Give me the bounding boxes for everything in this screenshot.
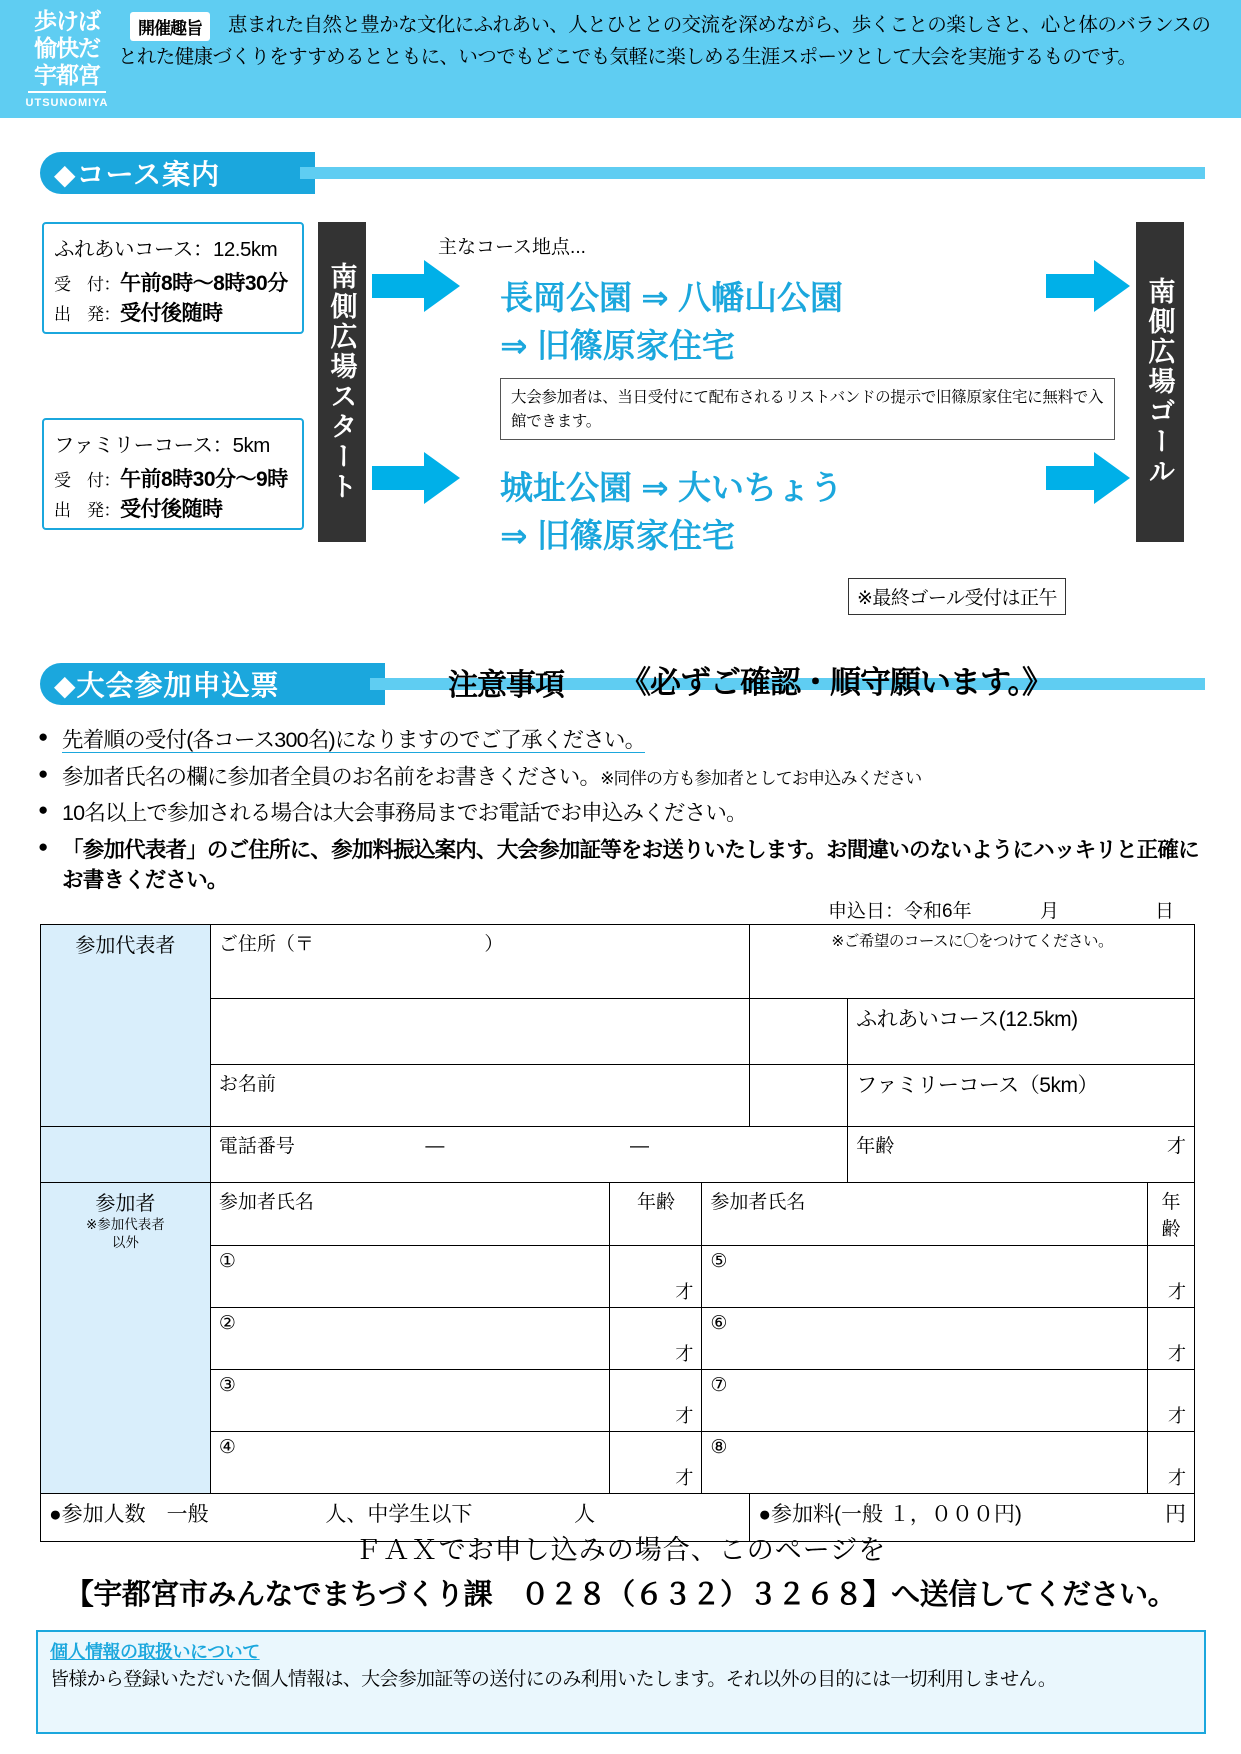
apply-date-day: 日: [1155, 901, 1175, 922]
start-point-text: 南側広場スタート: [326, 262, 357, 502]
age-unit: 才: [1168, 1344, 1186, 1364]
participant-age-input[interactable]: [1147, 1246, 1194, 1308]
age-unit: 才: [675, 1406, 694, 1426]
arrow-right-icon: [1046, 450, 1130, 506]
address-label-close: ）: [484, 934, 504, 955]
fax-instruction-line-2: 【宇都宮市みんなでまちづくり課 ０２８（６３２）３２６８】へ送信してください。: [64, 1579, 1177, 1611]
age-unit: 才: [675, 1282, 694, 1302]
course-title: ファミリーコース：5km: [54, 434, 270, 457]
bullet-text: 先着順の受付(各コース300名)になりますのでご了承ください。: [62, 728, 646, 752]
fee-unit: 円: [1165, 1503, 1186, 1526]
final-goal-note: [848, 578, 1066, 615]
participant-age-input[interactable]: [610, 1370, 702, 1432]
participant-age-input[interactable]: [610, 1432, 702, 1494]
bullet-text: 参加者氏名の欄に参加者全員のお名前をお書きください。: [62, 764, 601, 789]
list-item: [38, 798, 1213, 829]
row-number: ⑤: [710, 1251, 728, 1272]
course-start-value: 受付後随時: [120, 498, 223, 521]
goal-point-label: [1136, 222, 1184, 542]
tel-dash-1: —: [425, 1136, 445, 1157]
address-label: ご住所（〒: [218, 934, 314, 955]
name-label: お名前: [218, 1074, 276, 1095]
course-title: ふれあいコース：12.5km: [54, 238, 278, 261]
logo-line-3: 宇都宮: [34, 62, 100, 89]
course-reception-value: 午前8時〜8時30分: [120, 272, 288, 295]
course-reception-label: 受 付：: [54, 471, 120, 490]
course-box-family: [42, 418, 304, 530]
course-option-2-check[interactable]: [750, 1065, 848, 1127]
course-pick-note: ※ご希望のコースに〇をつけてください。: [831, 933, 1114, 950]
age-unit: 才: [1168, 1468, 1186, 1488]
tel-dash-2: —: [629, 1136, 649, 1157]
course-start-label: 出 発：: [54, 501, 120, 520]
address-input-cell[interactable]: [210, 925, 750, 999]
representative-label: 参加代表者: [75, 935, 176, 957]
logo-line-1: 歩けば: [34, 8, 100, 34]
row-number: ⑥: [710, 1313, 728, 1334]
participant-age-input[interactable]: [1147, 1308, 1194, 1370]
course-option-2-label: ファミリーコース（5km）: [856, 1074, 1098, 1097]
logo-line-2: 愉快だ: [34, 35, 100, 62]
attention-subtitle: 《必ずご確認・順守願います。》: [620, 665, 1053, 700]
col-header-name-right: [702, 1183, 1148, 1246]
course-points-line: ⇒ 旧篠原家住宅: [500, 517, 735, 554]
col-age-label: 年齢: [636, 1192, 675, 1213]
arrow-right-icon: [1046, 258, 1130, 314]
main-points-label: 主なコース地点...: [438, 237, 586, 258]
representative-label-cell-2: [41, 1127, 211, 1183]
course-option-1-label: ふれあいコース(12.5km): [856, 1008, 1078, 1031]
row-number: ③: [218, 1375, 236, 1396]
participants-label-cell: [41, 1183, 211, 1494]
age-unit: 才: [1168, 1282, 1186, 1302]
course-reception: [54, 267, 292, 297]
participant-name-input[interactable]: [210, 1308, 610, 1370]
age-unit: 才: [675, 1344, 694, 1364]
purpose-banner: [0, 0, 1241, 118]
start-point-label: [318, 222, 366, 542]
participant-name-input[interactable]: [210, 1370, 610, 1432]
bullet-text: 10名以上で参加される場合は大会事務局までお電話でお申込みください。: [62, 801, 747, 826]
application-section-heading-label: ◆大会参加申込票: [54, 670, 280, 701]
privacy-notice-title: 個人情報の取扱いについて: [50, 1642, 260, 1662]
participant-name-input[interactable]: [210, 1432, 610, 1494]
course-section-heading: [40, 152, 315, 194]
arrow-right-icon: [372, 450, 460, 506]
participant-age-input[interactable]: [1147, 1370, 1194, 1432]
participants-label: 参加者: [95, 1193, 156, 1215]
list-item: [38, 725, 1213, 756]
course-start-label: 出 発：: [54, 305, 120, 324]
age-unit: 才: [1166, 1136, 1186, 1157]
purpose-tag: 開催趣旨: [130, 12, 210, 41]
course-start: [54, 297, 292, 327]
course-box-fureai: [42, 222, 304, 334]
participant-age-input[interactable]: [610, 1308, 702, 1370]
bullet-text: 「参加代表者」のご住所に、参加料振込案内、大会参加証等をお送りいたします。お間違いのないようにハッキリと正確にお書きください。: [62, 837, 1199, 893]
course-section-heading-label: ◆コース案内: [54, 159, 221, 190]
col-name-label: 参加者氏名: [710, 1192, 806, 1213]
list-item: [38, 762, 1213, 793]
logo-subtitle: UTSUNOMIYA: [25, 97, 109, 110]
col-age-label: 年齢: [1161, 1192, 1181, 1240]
goal-point-text: 南側広場ゴール: [1144, 277, 1175, 487]
application-section-heading: [40, 663, 385, 705]
application-form-table[interactable]: [40, 924, 1195, 1542]
col-header-age-right: [1147, 1183, 1194, 1246]
final-goal-note-text: ※最終ゴール受付は正午: [857, 588, 1058, 609]
purpose-text: 恵まれた自然と豊かな文化にふれあい、人とひととの交流を深めながら、歩くことの楽しさと、心と体のバランスのとれた健康づくりをすすめるとともに、いつでもどこでも気軽に楽しめる生涯スポーツとして大会を実施するものです。: [118, 14, 1211, 68]
representative-age-cell[interactable]: [848, 1127, 1195, 1183]
count-unit-2: 人: [574, 1503, 596, 1526]
row-number: ①: [218, 1251, 236, 1272]
col-header-name-left: [210, 1183, 610, 1246]
age-unit: 才: [1168, 1406, 1186, 1426]
privacy-notice-body: 皆様から登録いただいた個人情報は、大会参加証等の送付にのみ利用いたします。それ以外の目的には一切利用しません。: [50, 1669, 1057, 1690]
course-option-2-label-cell: [848, 1065, 1195, 1127]
row-number: ⑧: [710, 1437, 728, 1458]
course-points-line: ⇒ 旧篠原家住宅: [500, 327, 735, 364]
participants-sub-1: ※参加代表者: [86, 1217, 165, 1232]
participant-name-input[interactable]: [702, 1308, 1148, 1370]
row-number: ⑦: [710, 1375, 728, 1396]
course-start-value: 受付後随時: [120, 302, 223, 325]
participant-name-input[interactable]: [702, 1432, 1148, 1494]
participants-sub-2: 以外: [111, 1234, 139, 1250]
course-points-line: 城址公園 ⇒ 大いちょう: [500, 469, 843, 506]
participant-name-input[interactable]: [702, 1370, 1148, 1432]
course-heading-tail: [300, 167, 1205, 179]
tel-label: 電話番号: [218, 1136, 295, 1157]
fax-instruction-line-1: ＦＡＸでお申し込みの場合、このページを: [354, 1535, 887, 1565]
wristband-note: [500, 378, 1115, 440]
course-reception: [54, 463, 292, 493]
course-option-1-label-cell: [848, 999, 1195, 1065]
bullet-sub-note: ※同伴の方も参加者としてお申込みください: [600, 768, 922, 788]
course-reception-value: 午前8時30分〜9時: [120, 468, 288, 491]
list-item: [38, 835, 1213, 896]
course-points-line: 長岡公園 ⇒ 八幡山公園: [500, 279, 843, 316]
apply-date-month: 月: [1040, 901, 1060, 922]
arrow-right-icon: [372, 258, 460, 314]
participant-name-input[interactable]: [702, 1246, 1148, 1308]
count-label: ●参加人数 一般: [49, 1503, 209, 1526]
age-label: 年齢: [856, 1136, 895, 1157]
course-option-1-check[interactable]: [750, 999, 848, 1065]
address-input-cell-2[interactable]: [210, 999, 750, 1065]
privacy-notice: [36, 1630, 1206, 1734]
col-name-label: 参加者氏名: [218, 1192, 314, 1213]
course-pick-note-cell: [750, 925, 1195, 999]
attention-bullet-list: [38, 725, 1213, 902]
representative-label-cell: [41, 925, 211, 1127]
age-unit: 才: [675, 1468, 694, 1488]
name-input-cell[interactable]: [210, 1065, 750, 1127]
course-reception-label: 受 付：: [54, 275, 120, 294]
tel-input-cell[interactable]: [210, 1127, 847, 1183]
col-header-age-left: [610, 1183, 702, 1246]
apply-date-label: 申込日：令和6年: [828, 901, 972, 922]
count-unit-1: 人、中学生以下: [325, 1503, 473, 1526]
wristband-note-text: 大会参加者は、当日受付にて配布されるリストバンドの提示で旧篠原家住宅に無料で入館できます。: [511, 389, 1104, 431]
participant-age-input[interactable]: [1147, 1432, 1194, 1494]
row-number: ②: [218, 1313, 236, 1334]
logo-divider: [28, 91, 106, 93]
participant-age-input[interactable]: [610, 1246, 702, 1308]
fee-label: ●参加料(一般 １，０００円): [758, 1503, 1022, 1526]
participant-name-input[interactable]: [210, 1246, 610, 1308]
row-number: ④: [218, 1437, 236, 1458]
utsunomiya-logo: [18, 4, 116, 112]
attention-title: 注意事項: [448, 669, 564, 702]
course-start: [54, 493, 292, 523]
